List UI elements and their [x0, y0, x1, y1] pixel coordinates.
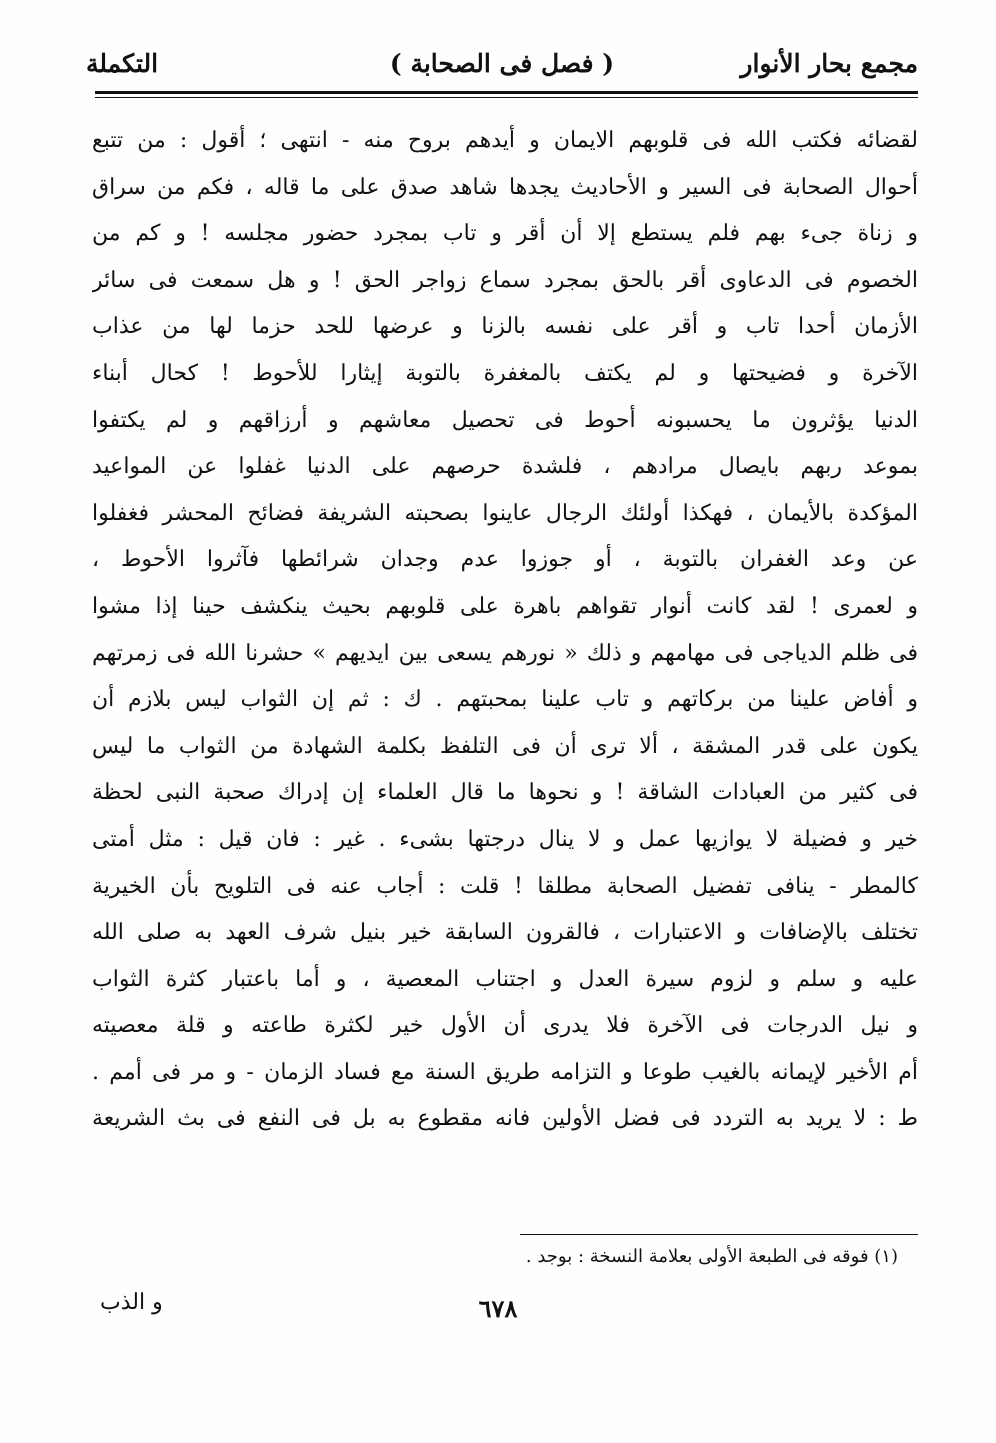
header-rule-thick	[95, 91, 918, 94]
footnote: (١) فوقه فى الطبعة الأولى بعلامة النسخة : بوجد .	[525, 1246, 898, 1267]
text-line: يكون على قدر المشقة ، ألا ترى أن فى التلفظ بكلمة الشهادة من الثواب ما ليس	[92, 733, 918, 759]
text-line: و نيل الدرجات فى الآخرة فلا يدرى أن الأول خير لكثرة طاعته و قلة معصيته	[92, 1013, 918, 1039]
text-line: الدنيا يؤثرون ما يحسبونه أحوط فى تحصيل معاشهم و أرزاقهم و لم يكتفوا	[92, 407, 918, 433]
text-line: و زناة جىء بهم فلم يستطع إلا أن أقر و تاب بمجرد حضور مجلسه ! و كم من	[92, 221, 918, 247]
text-line: فى ظلم الدياجى فى مهامهم و ذلك « نورهم يسعى بين ايديهم » حشرنا الله فى زمرتهم	[92, 640, 918, 666]
text-line: لقضائه فكتب الله فى قلوبهم الايمان و أيدهم بروح منه - انتهى ؛ أقول : من تتبع	[92, 128, 918, 153]
running-header	[86, 44, 918, 94]
text-line: و لعمرى ! لقد كانت أنوار تقواهم باهرة على قلوبهم بحيث ينكشف حينا إذا مشوا	[92, 593, 918, 619]
book-title: مجمع بحار الأنوار	[740, 49, 918, 78]
text-line: عن وعد الغفران بالتوبة ، أو جوزوا عدم وجدان شرائطها فآثروا الأحوط ،	[92, 547, 918, 573]
section-title: التكملة	[86, 49, 159, 78]
footnote-rule	[520, 1234, 918, 1235]
text-line: الخصوم فى الدعاوى أقر بالحق بمجرد سماع زواجر الحق ! و هل سمعت فى سائر	[92, 267, 918, 293]
text-line: أحوال الصحابة فى السير و الأحاديث يجدها شاهد صدق على ما قاله ، فكم من سراق	[92, 174, 918, 200]
text-line: كالمطر - ينافى تفضيل الصحابة مطلقا ! قلت : أجاب عنه فى التلويح بأن الخيرية	[92, 873, 918, 899]
text-line: الأزمان أحدا تاب و أقر على نفسه بالزنا و عرضها للحد حزما لها من عذاب	[92, 314, 918, 340]
chapter-title: ( فصل فى الصحابة )	[389, 49, 615, 78]
page-number: ٦٧٨	[478, 1294, 518, 1323]
text-line: أم الأخير لإيمانه بالغيب طوعا و التزامه طريق السنة مع فساد الزمان - و مر فى أمم .	[92, 1059, 918, 1085]
text-line: و أفاض علينا من بركاتهم و تاب علينا بمحبتهم . ك : ثم إن الثواب ليس بلازم أن	[92, 687, 918, 713]
text-line: خير و فضيلة لا يوازيها عمل و لا ينال درجتها بشىء . غير : فان قيل : مثل أمتى	[92, 826, 918, 852]
catchword: و الذب	[100, 1290, 163, 1315]
text-line: بموعد ربهم بايصال مرادهم ، فلشدة حرصهم على الدنيا غفلوا عن المواعيد	[92, 454, 918, 480]
text-line: ط : لا يريد به التردد فى فضل الأولين فانه مقطوع به بل فى النفع فى بث الشريعة	[92, 1106, 918, 1132]
text-line: فى كثير من العبادات الشاقة ! و نحوها ما قال العلماء إن إدراك صحبة النبى لحظة	[92, 780, 918, 806]
text-line: عليه و سلم و لزوم سيرة العدل و اجتناب المعصية ، و أما باعتبار كثرة الثواب	[92, 966, 918, 992]
text-line: المؤكدة بالأيمان ، فهكذا أولئك الرجال عاينوا بصحبته الشريفة فضائح المحشر فغفلوا	[92, 500, 918, 526]
text-line: الآخرة و فضيحتها و لم يكتف بالمغفرة بالتوبة إيثارا للأحوط ! كحال أبناء	[92, 360, 918, 386]
header-rule-thin	[95, 97, 918, 98]
text-line: تختلف بالإضافات و الاعتبارات ، فالقرون السابقة خير بنيل شرف العهد به صلى الله	[92, 920, 918, 946]
body-text	[92, 118, 918, 1143]
